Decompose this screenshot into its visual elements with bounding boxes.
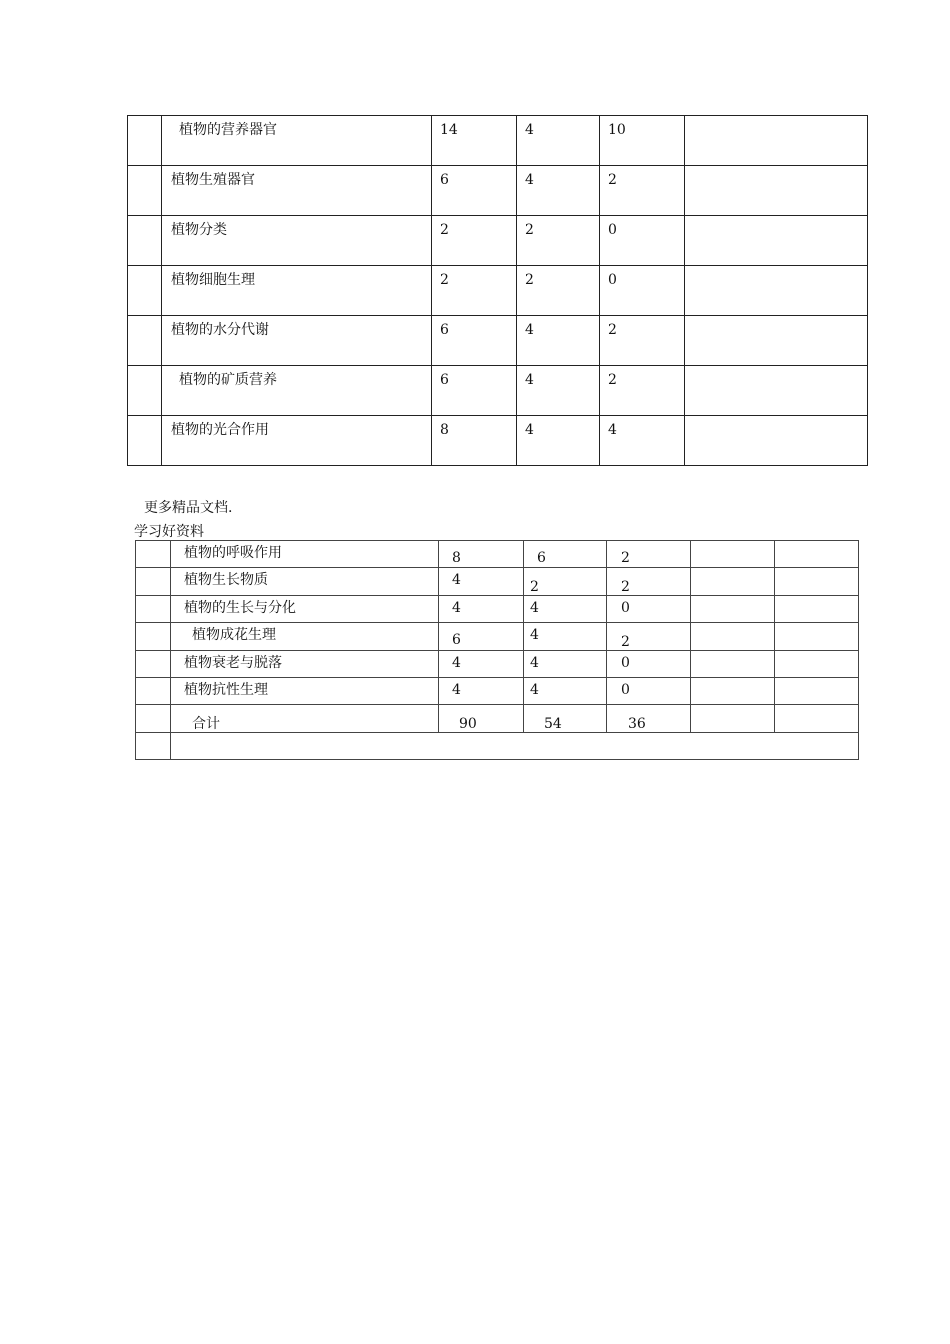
- lecture-hours-cell: 4: [517, 416, 600, 466]
- total-hours-cell: 6: [432, 316, 517, 366]
- lab-hours-cell: 0: [607, 678, 691, 705]
- topic-cell: 植物的生长与分化: [171, 596, 439, 623]
- index-cell: [128, 316, 162, 366]
- topic-cell: 植物的矿质营养: [162, 366, 432, 416]
- note-cell: [685, 316, 868, 366]
- total-hours-cell: 90: [439, 705, 524, 733]
- empty-cell: [775, 705, 859, 733]
- empty-cell: [775, 596, 859, 623]
- index-cell: [128, 166, 162, 216]
- header-note: 学习好资料: [134, 524, 204, 540]
- note-cell: [685, 216, 868, 266]
- empty-cell: [775, 678, 859, 705]
- index-cell: [128, 266, 162, 316]
- merged-empty-cell: [171, 733, 859, 760]
- table-row: [128, 116, 868, 166]
- lecture-hours-cell: 4: [517, 116, 600, 166]
- index-cell: [128, 416, 162, 466]
- course-hours-table-2: [135, 540, 859, 760]
- total-hours-cell: 4: [439, 651, 524, 678]
- empty-cell: [691, 541, 775, 568]
- table-row: [128, 416, 868, 466]
- total-row: [136, 705, 859, 733]
- lab-hours-cell: 2: [600, 366, 685, 416]
- lab-hours-cell: 4: [600, 416, 685, 466]
- total-hours-cell: 2: [432, 216, 517, 266]
- empty-cell: [775, 651, 859, 678]
- empty-cell: [691, 651, 775, 678]
- index-cell: [136, 596, 171, 623]
- table-row: [136, 623, 859, 651]
- topic-cell: 植物生殖器官: [162, 166, 432, 216]
- lecture-hours-cell: 2: [517, 216, 600, 266]
- table-row: [136, 541, 859, 568]
- lecture-hours-cell: 4: [524, 651, 607, 678]
- topic-cell: 植物细胞生理: [162, 266, 432, 316]
- footer-note: 更多精品文档.: [144, 500, 233, 516]
- total-hours-cell: 4: [439, 596, 524, 623]
- total-hours-cell: 8: [439, 541, 524, 568]
- lecture-hours-cell: 4: [517, 316, 600, 366]
- lecture-hours-cell: 6: [524, 541, 607, 568]
- table-row: [128, 316, 868, 366]
- table-row: [136, 651, 859, 678]
- index-cell: [128, 216, 162, 266]
- empty-cell: [691, 678, 775, 705]
- note-cell: [685, 116, 868, 166]
- index-cell: [136, 623, 171, 651]
- lab-hours-cell: 2: [600, 316, 685, 366]
- table-row: [136, 568, 859, 596]
- note-cell: [685, 266, 868, 316]
- topic-cell: 植物抗性生理: [171, 678, 439, 705]
- topic-cell: 植物分类: [162, 216, 432, 266]
- total-hours-cell: 6: [439, 623, 524, 651]
- lab-hours-cell: 0: [607, 596, 691, 623]
- lecture-hours-cell: 4: [517, 366, 600, 416]
- note-cell: [685, 366, 868, 416]
- total-hours-cell: 8: [432, 416, 517, 466]
- topic-cell: 植物生长物质: [171, 568, 439, 596]
- empty-cell: [691, 596, 775, 623]
- total-hours-cell: 4: [439, 678, 524, 705]
- total-hours-cell: 14: [432, 116, 517, 166]
- total-hours-cell: 6: [432, 166, 517, 216]
- total-label-cell: 合计: [171, 705, 439, 733]
- empty-cell: [775, 623, 859, 651]
- lecture-hours-cell: 4: [524, 678, 607, 705]
- lecture-hours-cell: 54: [524, 705, 607, 733]
- topic-cell: 植物的水分代谢: [162, 316, 432, 366]
- topic-cell: 植物衰老与脱落: [171, 651, 439, 678]
- total-hours-cell: 6: [432, 366, 517, 416]
- table-row: [128, 266, 868, 316]
- lab-hours-cell: 0: [600, 266, 685, 316]
- index-cell: [136, 541, 171, 568]
- lab-hours-cell: 10: [600, 116, 685, 166]
- empty-cell: [691, 568, 775, 596]
- index-cell: [136, 733, 171, 760]
- lab-hours-cell: 2: [607, 623, 691, 651]
- table-row: [136, 678, 859, 705]
- table-row: [128, 166, 868, 216]
- index-cell: [136, 568, 171, 596]
- note-cell: [685, 166, 868, 216]
- lab-hours-cell: 36: [607, 705, 691, 733]
- index-cell: [136, 705, 171, 733]
- lecture-hours-cell: 4: [524, 623, 607, 651]
- lab-hours-cell: 2: [607, 568, 691, 596]
- total-hours-cell: 4: [439, 568, 524, 596]
- lecture-hours-cell: 2: [524, 568, 607, 596]
- index-cell: [128, 366, 162, 416]
- topic-cell: 植物的光合作用: [162, 416, 432, 466]
- empty-cell: [775, 541, 859, 568]
- lecture-hours-cell: 4: [517, 166, 600, 216]
- empty-cell: [691, 623, 775, 651]
- empty-cell: [775, 568, 859, 596]
- lab-hours-cell: 2: [600, 166, 685, 216]
- index-cell: [136, 651, 171, 678]
- note-cell: [685, 416, 868, 466]
- lecture-hours-cell: 2: [517, 266, 600, 316]
- topic-cell: 植物成花生理: [171, 623, 439, 651]
- lab-hours-cell: 2: [607, 541, 691, 568]
- course-hours-table-1: [127, 115, 868, 466]
- lab-hours-cell: 0: [600, 216, 685, 266]
- table-row: [136, 596, 859, 623]
- lab-hours-cell: 0: [607, 651, 691, 678]
- table-row: [128, 366, 868, 416]
- index-cell: [128, 116, 162, 166]
- lecture-hours-cell: 4: [524, 596, 607, 623]
- total-hours-cell: 2: [432, 266, 517, 316]
- index-cell: [136, 678, 171, 705]
- topic-cell: 植物的呼吸作用: [171, 541, 439, 568]
- table-row: [128, 216, 868, 266]
- topic-cell: 植物的营养器官: [162, 116, 432, 166]
- empty-cell: [691, 705, 775, 733]
- table-row: [136, 733, 859, 760]
